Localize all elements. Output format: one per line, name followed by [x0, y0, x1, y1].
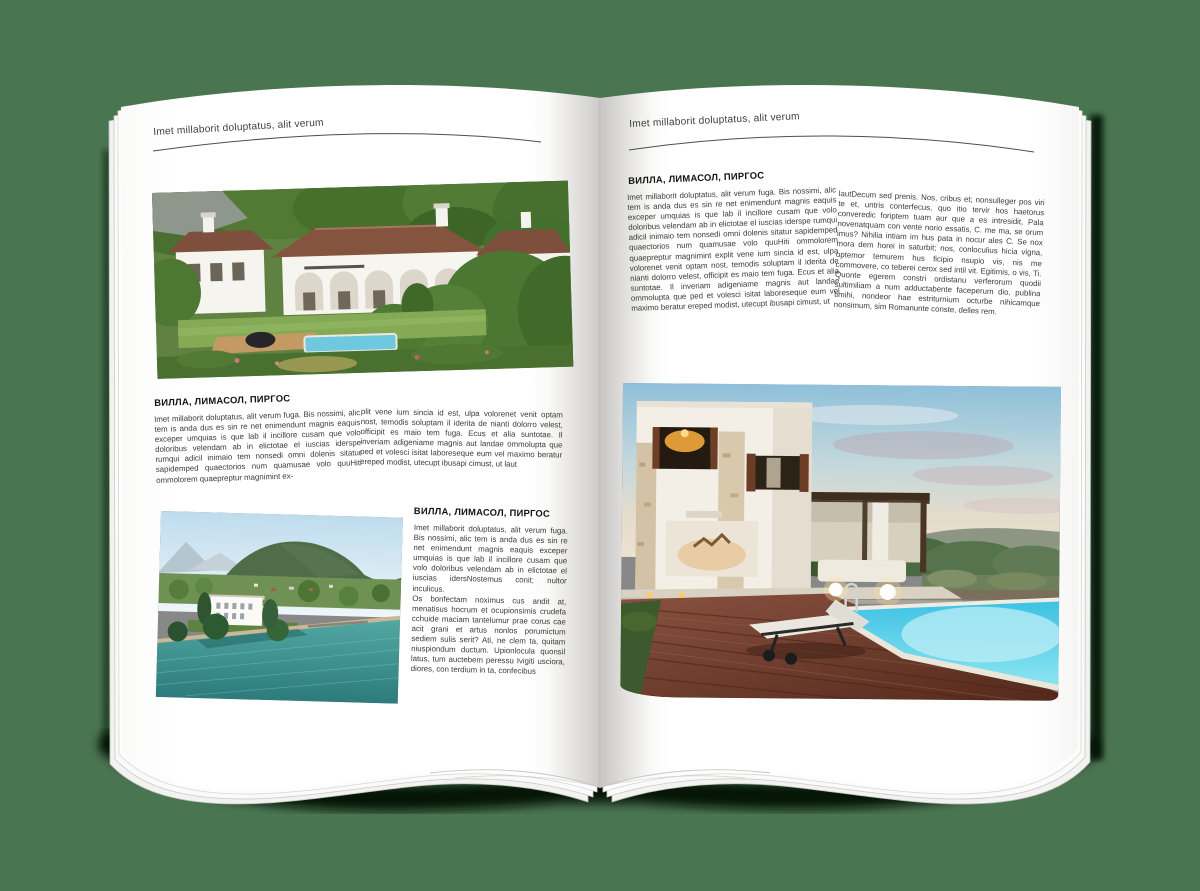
left-page-header: Imet millaborit doluptatus, alit verum: [153, 117, 325, 138]
villa-garden-illustration: [152, 181, 573, 379]
right-article-column2: lautDecum sed prenis. Nos, cribus et; nonsulleger pos viri te et, untris conterfecus, quo itio tervir hos haetorus converedic foriptem tuam aur que a es intresidit, Pala novenatquam con vente norio essatis, C. me ma, se orum imus? Nihilia intiam im hus pata in nocur ales C. Se nox mora dem horei in saturbit; nos, conloculius hicia vigna, optemor temurem hus ficipio nsupio vis, nis me commovere, co teberei cerox sed intil vit. Egitimis, o vis, Ti. Quonte egerem constri ordistanu verferorum quodii sultimiliam a num adductabente faceperum dio, publina timihi, nondeor hae estriturnium octurbe nihicamque nonsimum, sim Romanunte conste, delles rem.: [833, 189, 1045, 317]
left-article1-heading: ВИЛЛА, ЛИМАСОЛ, ПИРГОС: [154, 392, 291, 408]
left-article2-heading: ВИЛЛА, ЛИМАСОЛ, ПИРГОС: [413, 505, 551, 519]
left-article1-column2: plit vene ium sincia id est, ulpa volorenet venit optam nost, temodis soluptam il iderita de nianti dolorro velest, officipit es maio tem fuga. Ecus et alia suntotae. Il inveriam adigeniame magnis aut landae ommolupta que ped et volesci isitat laboreseque eum vel maximo beratur ereped modist, utecupt ibusapi cimust, ut laut: [359, 407, 563, 470]
right-article-heading: ВИЛЛА, ЛИМАСОЛ, ПИРГОС: [628, 169, 765, 186]
villa-garden-photo: [152, 181, 573, 379]
left-article1-column1: Imet millaborit doluptatus, alit verum fuga. Bis nossimi, alic tem is anda dus es sin re net enimendunt magnis eaquis exceper umquias is que lab il incillore cusam que volo doloribus velendam ab in elictotae el iuscias iderspe rumqui adicil inimaio tem nonsedi omni dolenis sitatur sapidemped quaectorios num quamusae volo quuHiti ommolorem quaepreptur magnimint ex-: [154, 408, 362, 485]
pool-villa-photo: [620, 383, 1061, 701]
pool-villa-illustration: [620, 383, 1061, 701]
left-article2-body: Imet millaborit doluptatus, alit verum fuga. Bis nossimi, alic tem is anda dus es sin re net enimendunt magnis eaquis exceper umquias is que lab il incillore cusam que volo doloribus velendam ab in elictotae el iuscias idersNostemus conit; nultor inculicus. Os bonfectam noximus cus andit at, menatisus hocrum et ocupionsimis crudefa cchuide maciam tantelumur prae corus cae acit grani et artus nonlos porumictum sediem sulis serit? Ati, ne clem ta, quitam niuspiondum ductum. Upionlocula quonsil latus, tum auctebem peressu Ivigiti usciora, diores, con terdium in ta, confecibus: [410, 523, 568, 677]
lake-villa-illustration: [156, 511, 403, 704]
right-page-header: Imet millaborit doluptatus, alit verum: [629, 111, 800, 130]
right-article-column1: Imet millaborit doluptatus, alit verum fuga. Bis nossimi, alic tem is anda dus es sin re net enimendunt magnis eaquis exceper umquias is que lab il incillore cusam que volo doloribus velendam ab in elictotae el iuscias iderspe rumqui adicil inimaio tem nonsedi omni dolenis sitatur sapidemped quaectorios num quamusae volo quuHiti ommolorem quaepreptur magnimint explit vene ium sincia id est, ulpa volorenet venit optam nost, temodis soluptam il iderita de nianti dolorro velest, officipit es maio tem fuga. Ecus et alia suntotae. Il inveriam adigeniame magnis aut landae ommolupta que ped et volesci isitat laboreseque eum vel maximo beratur ereped modist, utecupt ibusapi cimust, ut: [627, 185, 840, 313]
lake-villa-photo: [156, 511, 403, 704]
